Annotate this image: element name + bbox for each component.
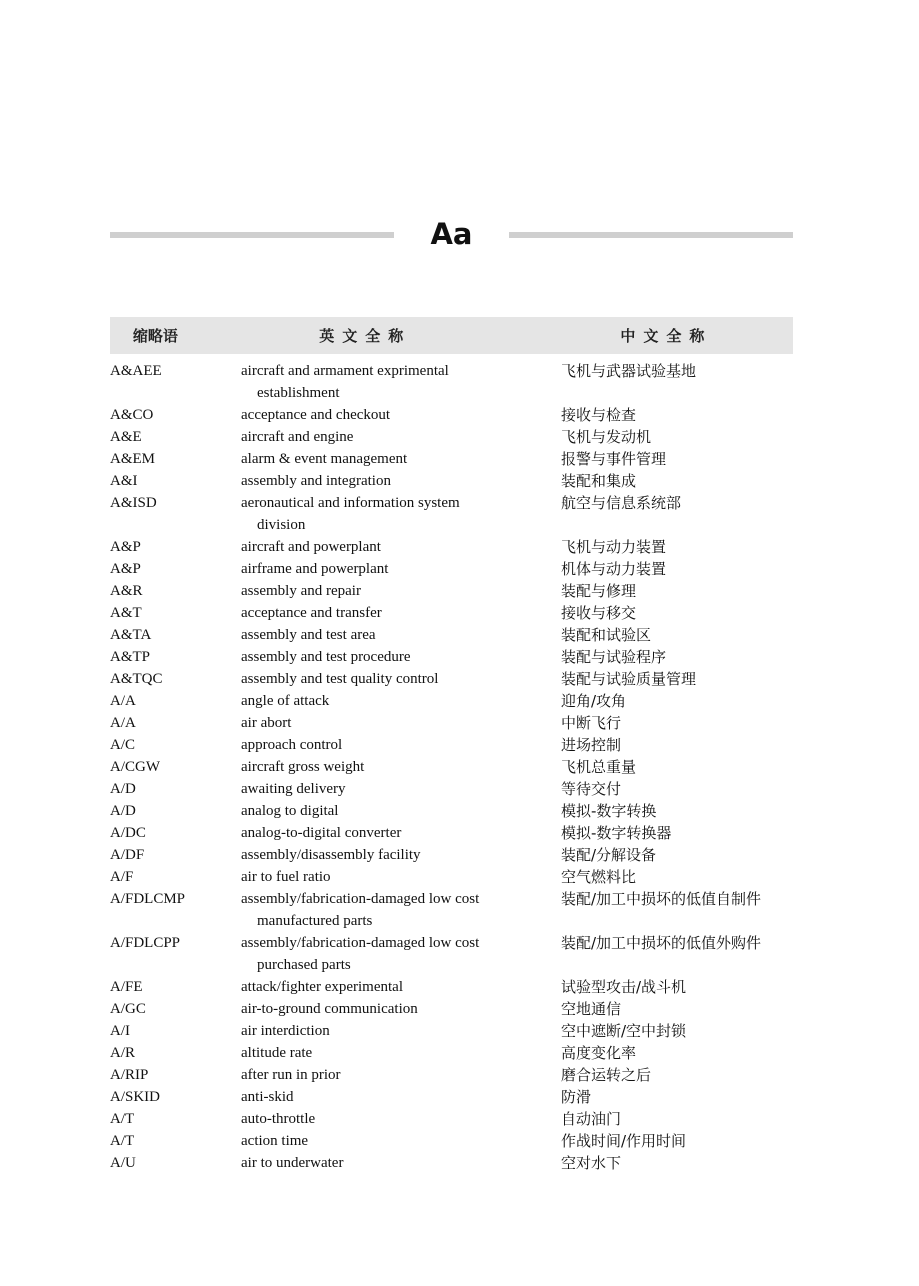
english-cell bbox=[241, 360, 561, 404]
chinese-cell: 防滑 bbox=[561, 1088, 592, 1106]
chinese-cell: 机体与动力装置 bbox=[561, 560, 667, 578]
english-text: approach control bbox=[241, 737, 343, 753]
english-text: air abort bbox=[241, 715, 292, 731]
chinese-cell: 装配与试验程序 bbox=[561, 648, 667, 666]
english-text: aircraft gross weight bbox=[241, 759, 365, 775]
english-cell bbox=[241, 558, 561, 580]
abbreviation-cell: A&TP bbox=[110, 649, 151, 665]
english-text: aircraft and powerplant bbox=[241, 539, 381, 555]
chinese-cell: 高度变化率 bbox=[561, 1044, 637, 1062]
abbreviation-cell: A/T bbox=[110, 1111, 135, 1127]
english-text: assembly and repair bbox=[241, 583, 361, 599]
abbreviation-cell: A&T bbox=[110, 605, 142, 621]
table-row bbox=[110, 404, 793, 426]
chinese-cell: 装配与修理 bbox=[561, 582, 637, 600]
english-text: attack/fighter experimental bbox=[241, 979, 404, 995]
abbreviation-cell: A&P bbox=[110, 561, 141, 577]
english-cell bbox=[241, 734, 561, 756]
table-row bbox=[110, 690, 793, 712]
table-row bbox=[110, 1152, 793, 1174]
english-cell bbox=[241, 536, 561, 558]
chinese-cell: 空中遮断/空中封锁 bbox=[561, 1022, 687, 1040]
table-row bbox=[110, 1020, 793, 1042]
abbreviation-cell: A/FDLCMP bbox=[110, 891, 186, 907]
abbreviation-cell: A/DC bbox=[110, 825, 146, 841]
table-row bbox=[110, 492, 793, 536]
english-text: air to fuel ratio bbox=[241, 869, 331, 885]
english-text: assembly/disassembly facility bbox=[241, 847, 421, 863]
english-cell bbox=[241, 580, 561, 602]
chinese-cell: 等待交付 bbox=[561, 780, 622, 798]
english-cell bbox=[241, 712, 561, 734]
table-row bbox=[110, 1130, 793, 1152]
chinese-cell: 飞机总重量 bbox=[561, 758, 637, 776]
english-text: angle of attack bbox=[241, 693, 330, 709]
chinese-cell: 模拟-数字转换 bbox=[561, 802, 657, 820]
abbreviation-cell: A/RIP bbox=[110, 1067, 149, 1083]
english-cell bbox=[241, 668, 561, 690]
chinese-cell: 磨合运转之后 bbox=[561, 1066, 652, 1084]
english-cell bbox=[241, 624, 561, 646]
table-row bbox=[110, 426, 793, 448]
table-row bbox=[110, 448, 793, 470]
english-cell bbox=[241, 470, 561, 492]
table-row bbox=[110, 668, 793, 690]
table-row bbox=[110, 558, 793, 580]
chinese-cell: 装配与试验质量管理 bbox=[561, 670, 697, 688]
table-row bbox=[110, 1064, 793, 1086]
abbreviation-cell: A/I bbox=[110, 1023, 130, 1039]
chinese-cell: 装配/分解设备 bbox=[561, 846, 657, 864]
chinese-cell: 作战时间/作用时间 bbox=[561, 1132, 687, 1150]
english-text: aircraft and engine bbox=[241, 429, 354, 445]
abbreviation-cell: A/D bbox=[110, 781, 136, 797]
table-row bbox=[110, 888, 793, 932]
abbreviation-cell: A&I bbox=[110, 473, 138, 489]
abbreviation-cell: A/FE bbox=[110, 979, 143, 995]
english-text: air interdiction bbox=[241, 1023, 330, 1039]
chinese-cell: 装配和试验区 bbox=[561, 626, 652, 644]
english-cell bbox=[241, 646, 561, 668]
chinese-cell: 装配/加工中损坏的低值外购件 bbox=[561, 934, 762, 952]
english-cell bbox=[241, 492, 561, 536]
abbreviation-cell: A/DF bbox=[110, 847, 145, 863]
table-row bbox=[110, 536, 793, 558]
english-text: awaiting delivery bbox=[241, 781, 346, 797]
abbreviation-cell: A&TQC bbox=[110, 671, 163, 687]
abbreviation-cell: A/U bbox=[110, 1155, 136, 1171]
english-cell bbox=[241, 1064, 561, 1086]
abbreviation-cell: A/CGW bbox=[110, 759, 160, 775]
abbreviation-cell: A/T bbox=[110, 1133, 135, 1149]
english-text: anti-skid bbox=[241, 1089, 294, 1105]
table-row bbox=[110, 734, 793, 756]
english-text: aeronautical and information system bbox=[241, 495, 460, 511]
header-chinese-full-name: 中文全称 bbox=[620, 327, 713, 345]
english-text: assembly and test area bbox=[241, 627, 376, 643]
english-cell bbox=[241, 844, 561, 866]
english-text-continuation: establishment bbox=[257, 385, 340, 401]
chinese-cell: 进场控制 bbox=[561, 736, 622, 754]
table-row bbox=[110, 800, 793, 822]
english-text: analog to digital bbox=[241, 803, 339, 819]
abbreviation-cell: A&E bbox=[110, 429, 142, 445]
table-row bbox=[110, 932, 793, 976]
abbreviation-cell: A&CO bbox=[110, 407, 154, 423]
chinese-cell: 接收与检查 bbox=[561, 406, 637, 424]
abbreviation-cell: A/GC bbox=[110, 1001, 146, 1017]
abbreviation-cell: A&TA bbox=[110, 627, 152, 643]
abbreviation-cell: A&EM bbox=[110, 451, 155, 467]
english-text: aircraft and armament exprimental bbox=[241, 363, 449, 379]
abbreviation-cell: A&ISD bbox=[110, 495, 157, 511]
english-text-continuation: purchased parts bbox=[257, 957, 351, 973]
english-text: assembly/fabrication-damaged low cost bbox=[241, 891, 480, 907]
abbreviation-cell: A/A bbox=[110, 715, 136, 731]
english-cell bbox=[241, 976, 561, 998]
english-cell bbox=[241, 888, 561, 932]
heading-rule-right bbox=[509, 232, 793, 238]
english-cell bbox=[241, 1042, 561, 1064]
chinese-cell: 装配和集成 bbox=[561, 472, 637, 490]
abbreviation-cell: A&R bbox=[110, 583, 143, 599]
chinese-cell: 空对水下 bbox=[561, 1154, 622, 1172]
chinese-cell: 飞机与发动机 bbox=[561, 428, 652, 446]
english-text: air to underwater bbox=[241, 1155, 344, 1171]
table-row bbox=[110, 1042, 793, 1064]
section-letter: Aa bbox=[430, 217, 473, 251]
english-cell bbox=[241, 800, 561, 822]
chinese-cell: 中断飞行 bbox=[561, 714, 622, 732]
table-row bbox=[110, 646, 793, 668]
chinese-cell: 接收与移交 bbox=[561, 604, 637, 622]
table-header bbox=[110, 317, 793, 354]
english-cell bbox=[241, 1086, 561, 1108]
english-text: altitude rate bbox=[241, 1045, 313, 1061]
chinese-cell: 迎角/攻角 bbox=[561, 692, 627, 710]
table-row bbox=[110, 866, 793, 888]
chinese-cell: 装配/加工中损坏的低值自制件 bbox=[561, 890, 762, 908]
abbreviation-cell: A/R bbox=[110, 1045, 136, 1061]
abbreviation-table bbox=[110, 317, 793, 1174]
table-row bbox=[110, 1086, 793, 1108]
english-cell bbox=[241, 822, 561, 844]
table-row bbox=[110, 1108, 793, 1130]
english-cell bbox=[241, 756, 561, 778]
english-cell bbox=[241, 1130, 561, 1152]
english-cell bbox=[241, 448, 561, 470]
english-text: assembly and test procedure bbox=[241, 649, 411, 665]
english-text: alarm & event management bbox=[241, 451, 408, 467]
table-row bbox=[110, 624, 793, 646]
english-text: auto-throttle bbox=[241, 1111, 316, 1127]
abbreviation-cell: A&P bbox=[110, 539, 141, 555]
chinese-cell: 自动油门 bbox=[561, 1110, 622, 1128]
chinese-cell: 模拟-数字转换器 bbox=[561, 824, 672, 842]
heading-rule-left bbox=[110, 232, 394, 238]
table-row bbox=[110, 976, 793, 998]
english-cell bbox=[241, 690, 561, 712]
chinese-cell: 报警与事件管理 bbox=[561, 450, 667, 468]
english-cell bbox=[241, 998, 561, 1020]
table-row bbox=[110, 602, 793, 624]
chinese-cell: 航空与信息系统部 bbox=[561, 494, 682, 512]
table-row bbox=[110, 360, 793, 404]
header-english-full-name: 英文全称 bbox=[319, 327, 412, 345]
english-text: airframe and powerplant bbox=[241, 561, 389, 577]
table-row bbox=[110, 844, 793, 866]
table-row bbox=[110, 778, 793, 800]
table-row bbox=[110, 756, 793, 778]
table-body bbox=[110, 360, 793, 1174]
table-row bbox=[110, 580, 793, 602]
english-cell bbox=[241, 1152, 561, 1174]
english-cell bbox=[241, 1108, 561, 1130]
english-text: assembly and integration bbox=[241, 473, 391, 489]
english-cell bbox=[241, 602, 561, 624]
english-text: assembly/fabrication-damaged low cost bbox=[241, 935, 480, 951]
english-text: assembly and test quality control bbox=[241, 671, 439, 687]
english-cell bbox=[241, 866, 561, 888]
english-text: analog-to-digital converter bbox=[241, 825, 402, 841]
table-row bbox=[110, 470, 793, 492]
english-text: air-to-ground communication bbox=[241, 1001, 418, 1017]
table-row bbox=[110, 822, 793, 844]
abbreviation-cell: A/A bbox=[110, 693, 136, 709]
header-abbreviation: 缩略语 bbox=[132, 327, 178, 345]
english-text-continuation: manufactured parts bbox=[257, 913, 373, 929]
section-heading bbox=[110, 210, 793, 260]
abbreviation-cell: A/D bbox=[110, 803, 136, 819]
abbreviation-cell: A/F bbox=[110, 869, 134, 885]
english-cell bbox=[241, 1020, 561, 1042]
english-text: acceptance and transfer bbox=[241, 605, 382, 621]
english-text: after run in prior bbox=[241, 1067, 341, 1083]
abbreviation-cell: A/SKID bbox=[110, 1089, 161, 1105]
english-cell bbox=[241, 932, 561, 976]
abbreviation-cell: A/C bbox=[110, 737, 136, 753]
table-row bbox=[110, 712, 793, 734]
chinese-cell: 飞机与动力装置 bbox=[561, 538, 667, 556]
table-row bbox=[110, 998, 793, 1020]
abbreviation-cell: A/FDLCPP bbox=[110, 935, 181, 951]
english-text: action time bbox=[241, 1133, 309, 1149]
chinese-cell: 空气燃料比 bbox=[561, 868, 637, 886]
english-cell bbox=[241, 404, 561, 426]
english-text-continuation: division bbox=[257, 517, 306, 533]
chinese-cell: 试验型攻击/战斗机 bbox=[561, 978, 687, 996]
english-cell bbox=[241, 778, 561, 800]
abbreviation-cell: A&AEE bbox=[110, 363, 162, 379]
english-text: acceptance and checkout bbox=[241, 407, 391, 423]
chinese-cell: 空地通信 bbox=[561, 1000, 622, 1018]
english-cell bbox=[241, 426, 561, 448]
chinese-cell: 飞机与武器试验基地 bbox=[561, 362, 697, 380]
